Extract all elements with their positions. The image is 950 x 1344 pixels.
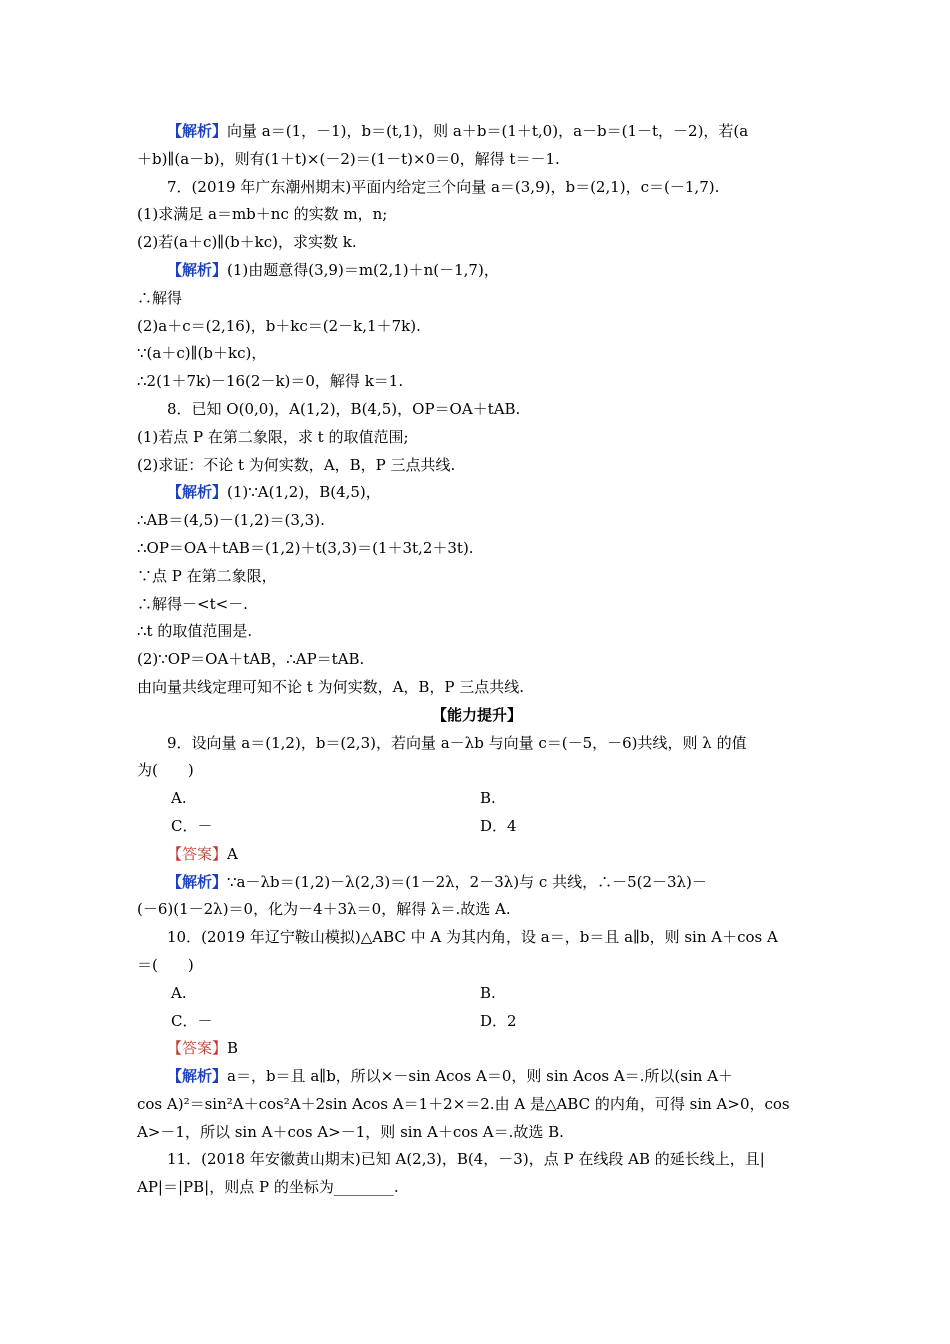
line-text: (2)若(a＋c)∥(b＋kc)，求实数 k. [137,233,357,252]
text-line [137,730,817,758]
text-line [137,313,817,341]
line-text: ∵点 P 在第二象限， [137,566,277,585]
line-text: 8．已知 O(0,0)，A(1,2)，B(4,5)，OP＝OA＋tAB. [167,399,521,418]
line-text: AP|＝|PB|，则点 P 的坐标为________. [137,1178,399,1197]
text-line [137,591,817,619]
line-text: 7．(2019 年广东潮州期末)平面内给定三个向量 a＝(3,9)，b＝(2,1)，c＝(－1,7). [167,177,720,196]
text-line [137,1119,817,1147]
line-text: ＝( ) [137,955,194,974]
text-line [137,1035,817,1063]
line-text: B [227,1039,239,1058]
analysis-tag: 【解析】 [167,260,228,279]
text-line [137,452,817,480]
line-text: (2)a＋c＝(2,16)，b＋kc＝(2－k,1＋7k). [137,316,421,335]
text-line [137,1174,817,1202]
text-line [137,257,817,285]
text-line [137,424,817,452]
line-text: (1)求满足 a＝mb＋nc 的实数 m，n; [137,205,388,224]
text-line [137,285,817,313]
line-text: a＝，b＝且 a∥b，所以×－sin Acos A＝0，则 sin Acos A＝.所以(sin A＋ [227,1067,734,1086]
answer-choices [137,1008,817,1036]
text-line [137,841,817,869]
choice-left: A. [171,789,187,808]
line-text: 9．设向量 a＝(1,2)，b＝(2,3)，若向量 a－λb 与向量 c＝(－5，－6)共线，则 λ 的值 [167,733,747,752]
text-line [137,896,817,924]
text-line [137,952,817,980]
line-text: ∴解得 [137,288,183,307]
text-line [137,479,817,507]
line-text: ∴AB＝(4,5)－(1,2)＝(3,3). [137,511,325,530]
line-text: ∵a－λb＝(1,2)－λ(2,3)＝(1－2λ，2－3λ)与 c 共线，∴－5(2－3λ)－ [227,872,707,891]
choice-left: C．－ [171,816,213,835]
line-text: 由向量共线定理可知不论 t 为何实数，A，B，P 三点共线. [137,677,525,696]
line-text: cos A)²＝sin²A＋cos²A＋2sin Acos A＝1＋2×＝2.由 A 是△ABC 的内角，可得 sin A>0，cos [137,1094,790,1113]
line-text: ∴t 的取值范围是. [137,622,253,641]
line-text: A>－1，所以 sin A＋cos A>－1，则 sin A＋cos A＝.故选 B. [137,1122,564,1141]
line-text: (－6)(1－2λ)＝0，化为－4＋3λ＝0，解得 λ＝.故选 A. [137,900,511,919]
analysis-tag: 【解析】 [167,122,228,140]
line-text: A [227,844,238,863]
line-text: (2)求证：不论 t 为何实数，A，B，P 三点共线. [137,455,456,474]
text-line [137,507,817,535]
line-text: (1)∵A(1,2)，B(4,5)， [227,483,381,502]
answer-tag: 【答案】 [167,1039,228,1058]
line-text: 11．(2018 年安徽黄山期末)已知 A(2,3)，B(4，－3)，点 P 在线段 AB 的延长线上，且| [167,1150,765,1169]
choice-left: C．－ [171,1011,213,1030]
analysis-tag: 【解析】 [167,1067,228,1086]
text-line [137,924,817,952]
text-line [137,646,817,674]
analysis-tag: 【解析】 [167,872,228,891]
text-line [137,618,817,646]
choice-right: B. [480,983,496,1002]
choice-right: D．4 [480,816,517,835]
line-text: ∴2(1＋7k)－16(2－k)＝0，解得 k＝1. [137,372,404,391]
text-line [137,174,817,202]
section-heading: 【能力提升】 [431,705,522,724]
answer-choices [137,980,817,1008]
choice-right: B. [480,789,496,808]
text-line [137,396,817,424]
answer-choices [137,813,817,841]
line-text: (1)由题意得(3,9)＝m(2,1)＋n(－1,7)， [227,260,499,279]
line-text: ∴解得－<t<－. [137,594,248,613]
text-line [137,368,817,396]
text-line [137,1091,817,1119]
choice-left: A. [171,983,187,1002]
line-text: 10．(2019 年辽宁鞍山模拟)△ABC 中 A 为其内角，设 a＝，b＝且 a∥b，则 sin A＋cos A [167,928,778,947]
text-line [137,201,817,229]
line-text: (2)∵OP＝OA＋tAB，∴AP＝tAB. [137,650,365,669]
text-line [137,340,817,368]
line-text: (1)若点 P 在第二象限，求 t 的取值范围; [137,427,409,446]
text-line [137,563,817,591]
document-page [137,118,817,1202]
text-line [137,674,817,702]
line-text: 为( ) [137,761,194,780]
text-line [137,869,817,897]
text-line [137,1063,817,1091]
text-line [137,118,817,146]
text-line [137,229,817,257]
answer-choices [137,785,817,813]
line-text: ∵(a＋c)∥(b＋kc)， [137,344,267,363]
analysis-tag: 【解析】 [167,483,228,502]
choice-right: D．2 [480,1011,517,1030]
text-line [137,757,817,785]
line-text: 向量 a＝(1，－1)，b＝(t,1)，则 a＋b＝(1＋t,0)，a－b＝(1－t，－2)，若(a [227,122,749,140]
text-line [137,146,817,174]
line-text: ∴OP＝OA＋tAB＝(1,2)＋t(3,3)＝(1＋3t,2＋3t). [137,538,474,557]
text-line [137,535,817,563]
answer-tag: 【答案】 [167,844,228,863]
line-text: ＋b)∥(a－b)，则有(1＋t)×(－2)＝(1－t)×0＝0，解得 t＝－1. [137,149,560,168]
text-line [137,1146,817,1174]
